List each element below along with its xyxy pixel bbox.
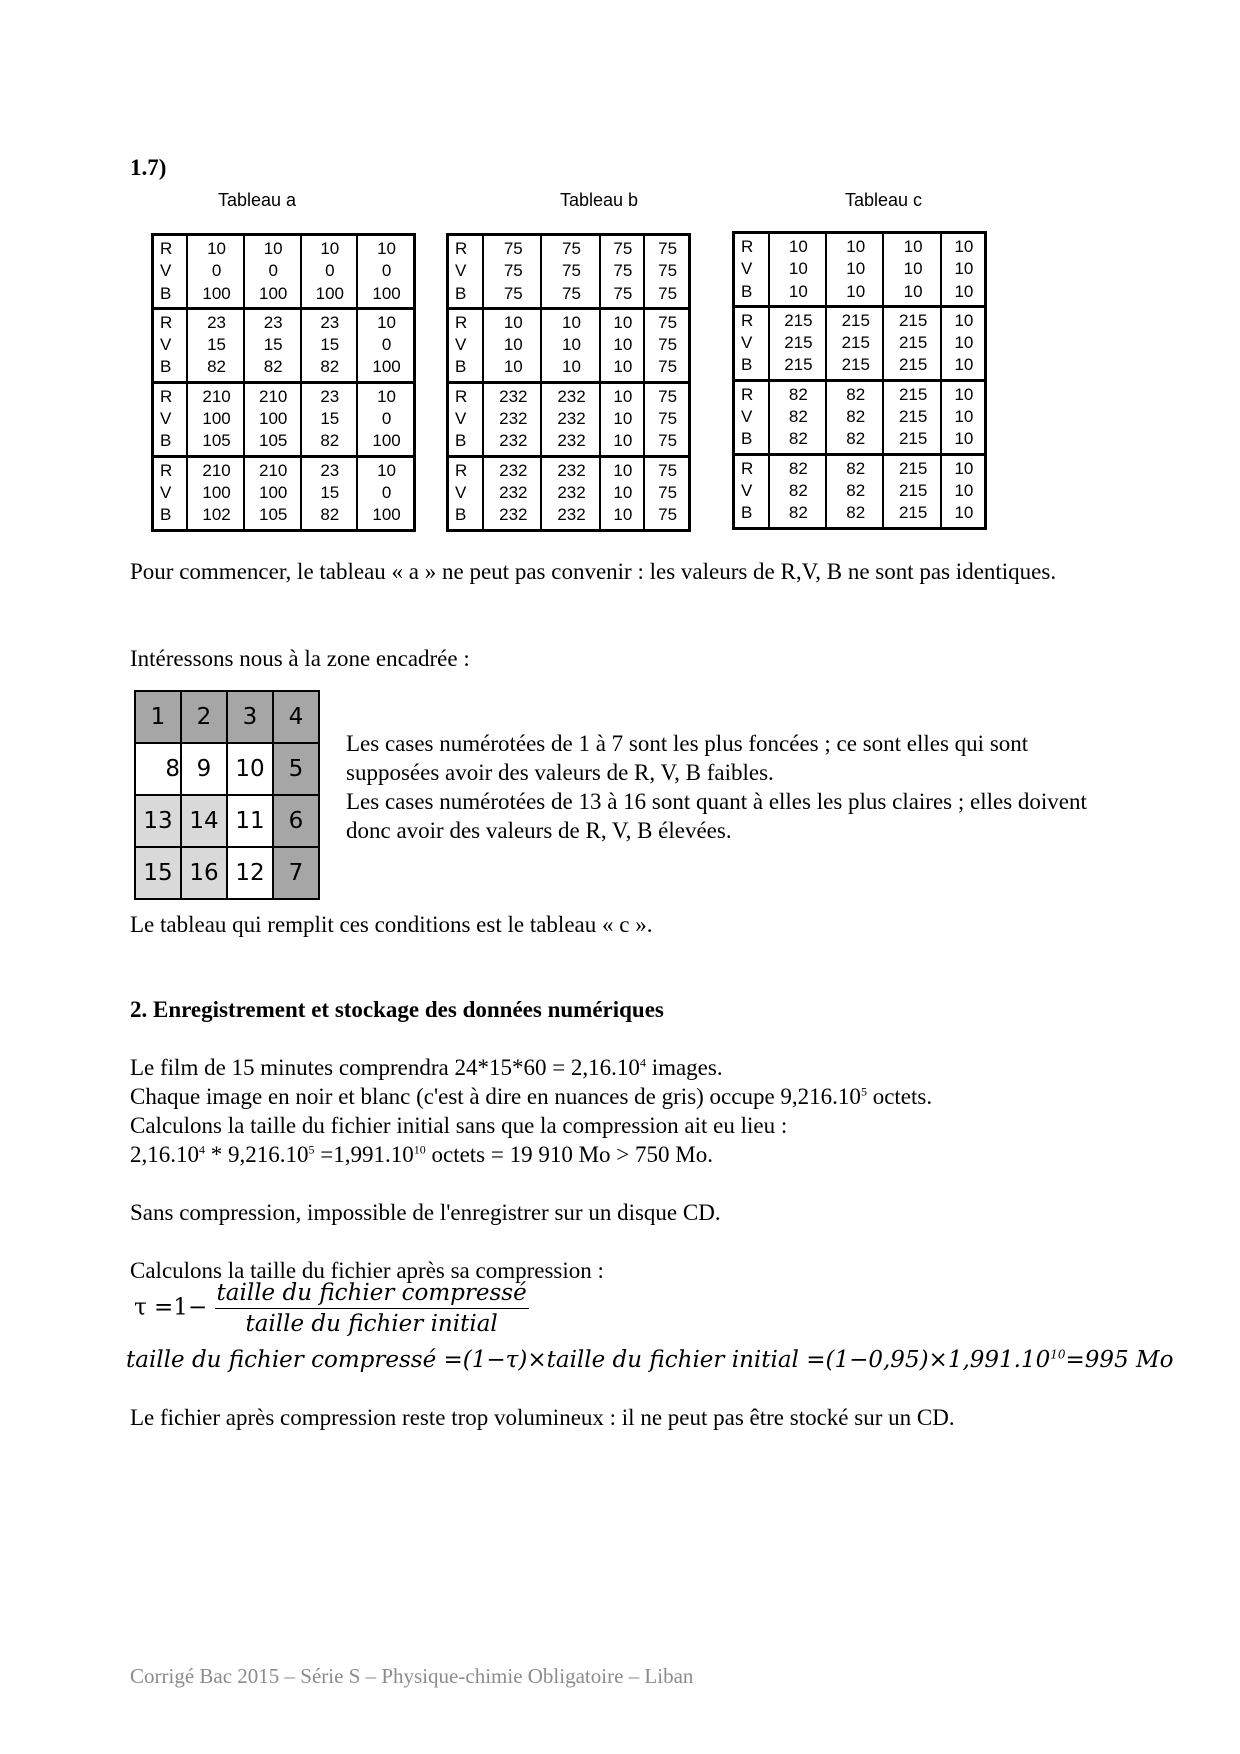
rvb-label-cell: R V B xyxy=(734,380,769,454)
table-row xyxy=(153,382,415,456)
rvb-value-cell: 210 100 105 xyxy=(187,382,244,456)
rvb-value-cell: 10 0 100 xyxy=(357,382,414,456)
rvb-value-cell: 232 232 232 xyxy=(483,382,541,456)
section-2-body xyxy=(130,1053,1110,1169)
rvb-value-cell: 210 100 102 xyxy=(187,456,244,530)
table-row xyxy=(734,306,986,380)
formula-tau: τ =1− $\frac{\text{taille du fichier compressé}}{\text{taille du fichier initial}}$ xyxy=(134,1280,527,1337)
grid-cell: 3 xyxy=(227,691,273,743)
formula-compressed-size: taille du fichier compressé =(1−τ)×taille du fichier initial $=(1-0,95)\times 1,991.10^{10}=995$ Mo xyxy=(126,1347,1174,1373)
heading-1-7: 1.7) xyxy=(130,155,167,180)
grid-cell: 7 xyxy=(273,847,319,899)
rvb-value-cell: 82 82 82 xyxy=(769,454,826,528)
rvb-value-cell: 10 10 10 xyxy=(941,380,986,454)
rvb-value-cell: 82 82 82 xyxy=(826,380,883,454)
grid-cell: 9 xyxy=(181,743,227,795)
section-2-title: 2. Enregistrement et stockage des données numériques xyxy=(130,997,664,1022)
rvb-value-cell: 232 232 232 xyxy=(541,382,599,456)
rvb-value-cell: 10 10 10 xyxy=(600,308,645,382)
table-a xyxy=(151,233,416,532)
rvb-label-cell: R V B xyxy=(448,308,484,382)
table-b xyxy=(446,233,691,532)
rvb-value-cell: 10 10 10 xyxy=(541,308,599,382)
rvb-value-cell: 10 10 10 xyxy=(600,456,645,530)
paragraph-calc-compressed: Calculons la taille du fichier après sa compression : xyxy=(130,1258,604,1283)
rvb-value-cell: 23 15 82 xyxy=(187,308,244,382)
film-images-line: Le film de 15 minutes comprendra $24*15*60 = 2,16.10^4$ images. xyxy=(130,1055,723,1080)
rvb-value-cell: 10 0 100 xyxy=(301,235,358,309)
table-row xyxy=(448,308,690,382)
rvb-value-cell: 10 10 10 xyxy=(826,233,883,307)
grid-cell: 2 xyxy=(181,691,227,743)
grid-cell: 10 xyxy=(227,743,273,795)
initial-size-result: $2,16.10^4 * 9,216.10^5 =1,991.10^{10}$ octets = 19 910 Mo > 750 Mo. xyxy=(130,1142,713,1167)
rvb-value-cell: 10 10 10 xyxy=(769,233,826,307)
rvb-label-cell: R V B xyxy=(448,456,484,530)
paragraph-zone-encadree: Intéressons nous à la zone encadrée : xyxy=(130,646,470,671)
rvb-value-cell: 10 10 10 xyxy=(483,308,541,382)
rvb-value-cell: 10 0 100 xyxy=(357,308,414,382)
formula-numerator: taille du fichier compressé xyxy=(215,1280,529,1309)
calc-initial-line: Calculons la taille du fichier initial sans que la compression ait eu lieu : xyxy=(130,1113,788,1138)
rvb-value-cell: 215 215 215 xyxy=(883,380,940,454)
rvb-value-cell: 10 10 10 xyxy=(883,233,940,307)
grayscale-zone-grid xyxy=(134,690,320,900)
table-b-title: Tableau b xyxy=(560,190,639,210)
grid-description-dark: Les cases numérotées de 1 à 7 sont les plus foncées ; ce sont elles qui sont supposées avoir des valeurs de R, V, B faibles. xyxy=(346,731,1029,785)
rvb-value-cell: 23 15 82 xyxy=(244,308,301,382)
table-c-title: Tableau c xyxy=(845,190,923,210)
grid-cell: 14 xyxy=(181,795,227,847)
grid-cell: 15 xyxy=(135,847,181,899)
grid-cell: 12 xyxy=(227,847,273,899)
rvb-value-cell: 210 100 105 xyxy=(244,382,301,456)
rvb-value-cell: 75 75 75 xyxy=(644,235,689,309)
grid-cell: 1 xyxy=(135,691,181,743)
rvb-value-cell: 75 75 75 xyxy=(644,308,689,382)
paragraph-no-compression: Sans compression, impossible de l'enregistrer sur un disque CD. xyxy=(130,1200,721,1225)
rvb-value-cell: 82 82 82 xyxy=(826,454,883,528)
rvb-label-cell: R V B xyxy=(153,235,188,309)
rvb-label-cell: R V B xyxy=(153,382,188,456)
rvb-value-cell: 210 100 105 xyxy=(244,456,301,530)
rvb-value-cell: 23 15 82 xyxy=(301,308,358,382)
paragraph-tableau-a: Pour commencer, le tableau « a » ne peut pas convenir : les valeurs de R,V, B ne sont pas identiques. xyxy=(130,559,1057,584)
rvb-value-cell: 10 0 100 xyxy=(244,235,301,309)
rvb-value-cell: 10 10 10 xyxy=(941,233,986,307)
rvb-value-cell: 215 215 215 xyxy=(826,306,883,380)
table-row xyxy=(734,233,986,307)
rvb-label-cell: R V B xyxy=(448,382,484,456)
table-a-title: Tableau a xyxy=(218,190,297,210)
grid-cell: 6 xyxy=(273,795,319,847)
rvb-value-cell: 23 15 82 xyxy=(301,456,358,530)
formula-denominator: taille du fichier initial xyxy=(245,1311,498,1337)
rvb-value-cell: 75 75 75 xyxy=(483,235,541,309)
table-row xyxy=(153,456,415,530)
rvb-value-cell: 75 75 75 xyxy=(600,235,645,309)
rvb-value-cell: 10 0 100 xyxy=(357,456,414,530)
rvb-label-cell: R V B xyxy=(448,235,484,309)
table-row xyxy=(448,456,690,530)
rvb-value-cell: 10 10 10 xyxy=(941,454,986,528)
rvb-value-cell: 82 82 82 xyxy=(769,380,826,454)
grid-cell: 4 xyxy=(273,691,319,743)
rvb-value-cell: 215 215 215 xyxy=(883,306,940,380)
rvb-value-cell: 75 75 75 xyxy=(644,456,689,530)
rvb-value-cell: 215 215 215 xyxy=(769,306,826,380)
rvb-label-cell: R V B xyxy=(153,308,188,382)
image-size-line: Chaque image en noir et blanc (c'est à dire en nuances de gris) occupe 9,216.10$^5$ octets. xyxy=(130,1084,933,1109)
rvb-value-cell: 10 10 10 xyxy=(941,306,986,380)
grid-cell: 11 xyxy=(227,795,273,847)
grid-cell: 8 xyxy=(135,743,181,795)
rvb-value-cell: 10 10 10 xyxy=(600,382,645,456)
table-row xyxy=(448,235,690,309)
rvb-value-cell: 75 75 75 xyxy=(541,235,599,309)
table-row xyxy=(153,308,415,382)
grid-description xyxy=(346,729,1106,845)
rvb-label-cell: R V B xyxy=(734,306,769,380)
grid-cell: 5 xyxy=(273,743,319,795)
table-row xyxy=(734,454,986,528)
rvb-label-cell: R V B xyxy=(734,454,769,528)
table-c xyxy=(732,231,987,530)
rvb-label-cell: R V B xyxy=(153,456,188,530)
table-row xyxy=(153,235,415,309)
rvb-value-cell: 23 15 82 xyxy=(301,382,358,456)
grid-description-light: Les cases numérotées de 13 à 16 sont quant à elles les plus claires ; elles doivent donc avoir des valeurs de R, V, B élevées. xyxy=(346,789,1087,843)
grid-cell: 13 xyxy=(135,795,181,847)
rvb-value-cell: 232 232 232 xyxy=(483,456,541,530)
footer: Corrigé Bac 2015 – Série S – Physique-chimie Obligatoire – Liban xyxy=(130,1664,694,1688)
paragraph-conclusion: Le fichier après compression reste trop volumineux : il ne peut pas être stocké sur un CD. xyxy=(130,1405,955,1430)
rvb-value-cell: 75 75 75 xyxy=(644,382,689,456)
table-row xyxy=(734,380,986,454)
table-row xyxy=(448,382,690,456)
rvb-value-cell: 10 0 100 xyxy=(357,235,414,309)
paragraph-tableau-c: Le tableau qui remplit ces conditions est le tableau « c ». xyxy=(130,912,653,937)
rvb-value-cell: 215 215 215 xyxy=(883,454,940,528)
rvb-value-cell: 10 0 100 xyxy=(187,235,244,309)
rvb-value-cell: 232 232 232 xyxy=(541,456,599,530)
grid-cell: 16 xyxy=(181,847,227,899)
rvb-label-cell: R V B xyxy=(734,233,769,307)
